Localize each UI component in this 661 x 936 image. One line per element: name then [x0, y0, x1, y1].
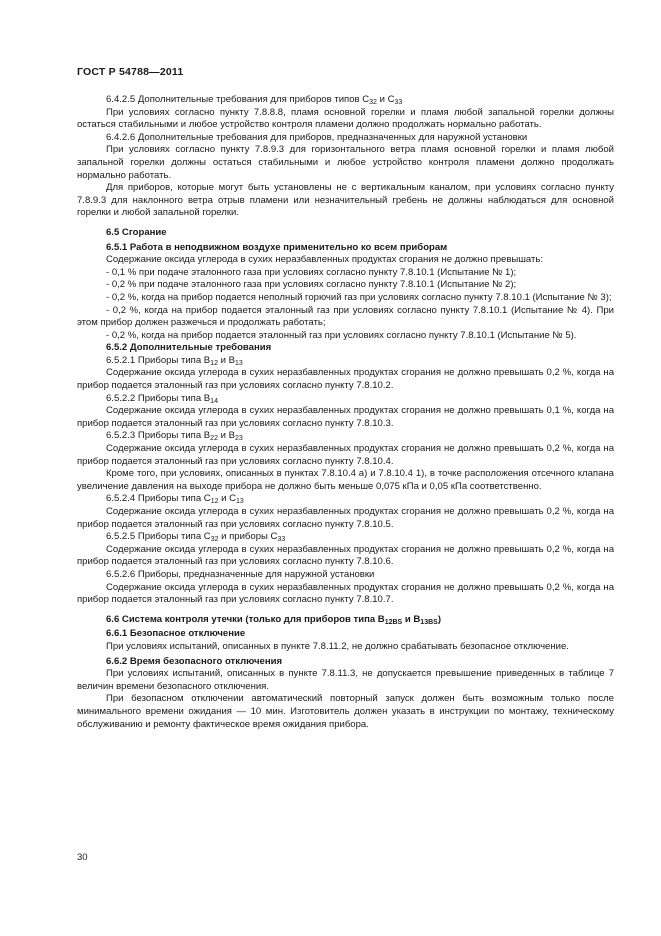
section-6-6-1-heading: 6.6.1 Безопасное отключение: [106, 628, 246, 640]
list-item: - 0,2 %, когда на прибор подается неполный горючий газ при условиях согласно пункту 7.8.10.1 (Испытание № 3);: [106, 291, 612, 303]
document-header: ГОСТ Р 54788—2011: [77, 66, 184, 78]
paragraph: Содержание оксида углерода в сухих неразбавленных продуктах сгорания не должно превышать 0,2 %, когда на прибор подается эталонный газ при условиях согласно пункту 7.8.10.4.: [77, 443, 614, 467]
section-6-6-heading: 6.6 Система контроля утечки (только для приборов типа $B_{12BS}$ и $B_{13BS}$): [106, 613, 441, 626]
paragraph: При условиях испытаний, описанных в пункте 7.8.11.2, не должно срабатывать безопасное отключение.: [106, 640, 569, 652]
clause-6-5-2-5-heading: 6.5.2.5 Приборы типа $C_{32}$ и приборы $C_{33}$: [106, 531, 286, 544]
list-item: - 0,2 %, когда на прибор подается эталонный газ при условиях согласно пункту 7.8.10.1 (Испытание № 4). При этом прибор должен разжечься и продолжать работать;: [77, 304, 614, 329]
paragraph: Содержание оксида углерода в сухих неразбавленных продуктах сгорания не должно превышать 0,2 %, когда на прибор подается эталонный газ при условиях согласно пункту 7.8.10.2.: [77, 367, 614, 392]
clause-6-5-2-4-heading: 6.5.2.4 Приборы типа $C_{12}$ и $C_{13}$: [106, 493, 244, 506]
section-6-5-heading: 6.5 Сгорание: [106, 226, 167, 238]
paragraph: Для приборов, которые могут быть установлены не с вертикальным каналом, при условиях согласно пункту 7.8.9.3 для наклонного ветра отрыв пламени или незначительный гребень не должны наблюдаться для основной горелки и любой запальной горелки.: [77, 182, 614, 219]
paragraph: При условиях согласно пункту 7.8.8.8, пламя основной горелки и пламя любой запальной горелки должны остаться стабильными и любое устройство контроля пламени должно продолжать нормально работать.: [77, 106, 614, 131]
list-item: - 0,1 % при подаче эталонного газа при условиях согласно пункту 7.8.10.1 (Испытание № 1);: [106, 266, 517, 278]
paragraph: Содержание оксида углерода в сухих неразбавленных продуктах сгорания не должно превышать 0,1 %, когда на прибор подается эталонный газ при условиях согласно пункту 7.8.10.3.: [77, 405, 614, 429]
paragraph: Содержание оксида углерода в сухих неразбавленных продуктах сгорания не должно превышать:: [106, 254, 544, 266]
list-item: - 0,2 % при подаче эталонного газа при условиях согласно пункту 7.8.10.1 (Испытание № 2);: [106, 279, 517, 291]
page-number: 30: [77, 852, 88, 863]
section-6-6-2-heading: 6.6.2 Время безопасного отключения: [106, 655, 283, 667]
clause-6-4-2-5-heading: 6.4.2.5 Дополнительные требования для приборов типов $C_{32}$ и $C_{33}$: [106, 94, 403, 106]
paragraph: Содержание оксида углерода в сухих неразбавленных продуктах сгорания не должно превышать 0,2 %, когда на прибор подается эталонный газ при условиях согласно пункту 7.8.10.6.: [77, 543, 614, 568]
clause-6-5-2-3-heading: 6.5.2.3 Приборы типа $B_{22}$ и $B_{23}$: [106, 430, 243, 443]
clause-6-5-2-1-heading: 6.5.2.1 Приборы типа $B_{12}$ и $B_{13}$: [106, 354, 243, 367]
paragraph: Содержание оксида углерода в сухих неразбавленных продуктах сгорания не должно превышать 0,2 %, когда на прибор подается эталонный газ при условиях согласно пункту 7.8.10.7.: [77, 581, 614, 606]
section-6-5-1-heading: 6.5.1 Работа в неподвижном воздухе применительно ко всем приборам: [106, 241, 448, 253]
paragraph: При безопасном отключении автоматический повторный запуск должен быть возможным только после минимального времени ожидания — 10 мин. Изготовитель должен указать в инструкции по монтажу, техническому обслуживанию и ремонту фактическое время ожидания прибора.: [77, 693, 614, 730]
paragraph: Кроме того, при условиях, описанных в пунктах 7.8.10.4 а) и 7.8.10.4 1), в точке расположения отсечного клапана увеличение давления на выходе прибора не должно быть меньше 0,075 кПа и 0,05 кПа соответственно.: [77, 468, 614, 492]
document-body: [77, 94, 614, 731]
paragraph: При условиях испытаний, описанных в пункте 7.8.11.3, не допускается превышение приведенных в таблице 7 величин времени безопасного отключения.: [77, 668, 614, 692]
section-6-5-2-heading: 6.5.2 Дополнительные требования: [106, 342, 272, 354]
paragraph: Содержание оксида углерода в сухих неразбавленных продуктах сгорания не должно превышать 0,2 %, когда на прибор подается эталонный газ при условиях согласно пункту 7.8.10.5.: [77, 506, 614, 530]
clause-6-4-2-6-heading: 6.4.2.6 Дополнительные требования для приборов, предназначенных для наружной установки: [106, 131, 528, 143]
clause-6-5-2-2-heading: 6.5.2.2 Приборы типа $B_{14}$: [106, 392, 218, 405]
list-item: - 0,2 %, когда на прибор подается эталонный газ при условиях согласно пункту 7.8.10.1 (Испытание № 5).: [106, 329, 577, 341]
clause-6-5-2-6-heading: 6.5.2.6 Приборы, предназначенные для наружной установки: [106, 568, 375, 580]
paragraph: При условиях согласно пункту 7.8.9.3 для горизонтального ветра пламя основной горелки и пламя любой запальной горелки должны остаться стабильными и любое устройство контроля пламени должно продолжать нормально работать.: [77, 144, 614, 181]
